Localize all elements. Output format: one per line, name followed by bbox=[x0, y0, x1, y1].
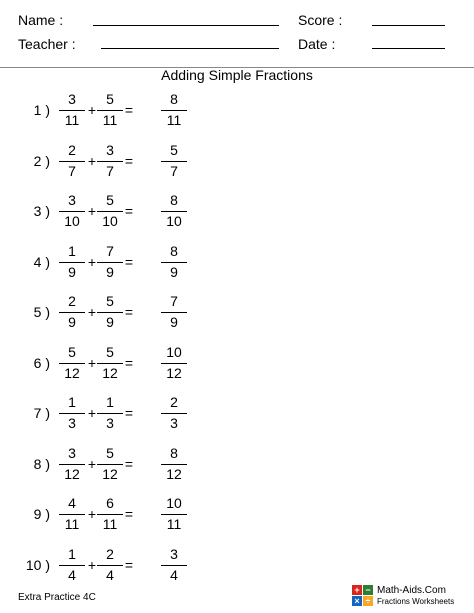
denominator: 7 bbox=[106, 162, 114, 179]
numerator: 5 bbox=[106, 343, 114, 360]
second-fraction bbox=[97, 495, 123, 533]
first-fraction bbox=[59, 495, 85, 533]
second-fraction bbox=[97, 344, 123, 382]
equals-sign: = bbox=[124, 405, 134, 421]
equals-sign: = bbox=[124, 556, 134, 573]
denominator: 11 bbox=[102, 112, 118, 128]
fraction-bar bbox=[161, 565, 187, 566]
problem-number: 5 ) bbox=[33, 304, 50, 320]
plus-sign: + bbox=[87, 152, 97, 169]
first-fraction bbox=[59, 243, 85, 281]
answer-fraction bbox=[161, 293, 187, 331]
fraction-bar bbox=[97, 514, 123, 515]
fraction-bar bbox=[59, 464, 85, 465]
denominator: 11 bbox=[166, 112, 182, 128]
plus-sign: + bbox=[87, 455, 97, 472]
fraction-bar bbox=[161, 312, 187, 313]
denominator: 11 bbox=[64, 112, 80, 128]
problem-row bbox=[0, 243, 474, 283]
score-line[interactable] bbox=[372, 25, 445, 26]
fraction-bar bbox=[97, 312, 123, 313]
fraction-bar bbox=[161, 464, 187, 465]
plus-sign-icon: + bbox=[352, 585, 362, 595]
numerator: 10 bbox=[166, 495, 182, 511]
fraction-bar bbox=[97, 211, 123, 212]
problem-number: 7 ) bbox=[33, 405, 50, 421]
problem-number: 2 ) bbox=[33, 152, 50, 169]
denominator: 12 bbox=[64, 364, 80, 381]
times-sign-icon: × bbox=[352, 596, 362, 606]
denominator: 4 bbox=[170, 566, 178, 583]
second-fraction bbox=[97, 293, 123, 331]
fraction-bar bbox=[161, 413, 187, 414]
denominator: 9 bbox=[68, 314, 76, 330]
score-label: Score : bbox=[298, 12, 343, 28]
denominator: 11 bbox=[102, 516, 118, 532]
equals-sign: = bbox=[124, 253, 134, 270]
denominator: 10 bbox=[102, 213, 118, 229]
plus-sign: + bbox=[87, 556, 97, 573]
equals-sign: = bbox=[124, 304, 134, 320]
numerator: 2 bbox=[68, 141, 76, 158]
fraction-bar bbox=[59, 413, 85, 414]
problem-number: 10 ) bbox=[25, 556, 50, 573]
numerator: 3 bbox=[68, 444, 76, 461]
fraction-bar bbox=[59, 312, 85, 313]
fraction-bar bbox=[97, 110, 123, 111]
denominator: 3 bbox=[68, 415, 76, 431]
denominator: 3 bbox=[170, 415, 178, 431]
second-fraction bbox=[97, 394, 123, 432]
logo-site-name: Math-Aids.Com bbox=[377, 585, 446, 596]
problem-row bbox=[0, 293, 474, 333]
plus-sign: + bbox=[87, 304, 97, 320]
fraction-bar bbox=[59, 110, 85, 111]
first-fraction bbox=[59, 293, 85, 331]
numerator: 5 bbox=[170, 141, 178, 158]
teacher-line[interactable] bbox=[101, 48, 279, 49]
fraction-bar bbox=[59, 514, 85, 515]
denominator: 10 bbox=[64, 213, 80, 229]
denominator: 12 bbox=[166, 465, 182, 482]
numerator: 5 bbox=[106, 444, 114, 461]
first-fraction bbox=[59, 445, 85, 483]
numerator: 5 bbox=[106, 91, 114, 107]
problem-row bbox=[0, 546, 474, 586]
numerator: 3 bbox=[68, 192, 76, 208]
numerator: 2 bbox=[68, 293, 76, 309]
denominator: 7 bbox=[170, 162, 178, 179]
fraction-bar bbox=[97, 363, 123, 364]
answer-fraction bbox=[161, 344, 187, 382]
second-fraction bbox=[97, 243, 123, 281]
second-fraction bbox=[97, 142, 123, 180]
answer-fraction bbox=[161, 495, 187, 533]
answer-fraction bbox=[161, 91, 187, 129]
numerator: 6 bbox=[106, 495, 114, 511]
numerator: 1 bbox=[106, 394, 114, 410]
problem-row bbox=[0, 394, 474, 434]
denominator: 9 bbox=[170, 314, 178, 330]
denominator: 12 bbox=[166, 364, 182, 381]
problem-number: 8 ) bbox=[33, 455, 50, 472]
worksheet-title: Adding Simple Fractions bbox=[161, 67, 313, 83]
first-fraction bbox=[59, 91, 85, 129]
equals-sign: = bbox=[124, 354, 134, 371]
answer-fraction bbox=[161, 445, 187, 483]
denominator: 11 bbox=[166, 516, 182, 532]
problem-number: 6 ) bbox=[33, 354, 50, 371]
problem-row bbox=[0, 344, 474, 384]
fraction-bar bbox=[161, 211, 187, 212]
problem-row bbox=[0, 91, 474, 131]
first-fraction bbox=[59, 394, 85, 432]
fraction-bar bbox=[97, 161, 123, 162]
denominator: 9 bbox=[106, 263, 114, 280]
name-label: Name : bbox=[18, 12, 64, 28]
denominator: 4 bbox=[68, 566, 76, 583]
problem-number: 4 ) bbox=[33, 253, 50, 270]
first-fraction bbox=[59, 546, 85, 584]
fraction-bar bbox=[161, 262, 187, 263]
denominator: 9 bbox=[106, 314, 114, 330]
fraction-bar bbox=[161, 514, 187, 515]
fraction-bar bbox=[59, 565, 85, 566]
fraction-bar bbox=[59, 161, 85, 162]
date-line[interactable] bbox=[372, 48, 445, 49]
date-label: Date : bbox=[298, 36, 336, 52]
second-fraction bbox=[97, 91, 123, 129]
problem-row bbox=[0, 445, 474, 485]
denominator: 12 bbox=[64, 465, 80, 482]
denominator: 12 bbox=[102, 465, 118, 482]
equals-sign: = bbox=[124, 152, 134, 169]
problem-row bbox=[0, 495, 474, 535]
second-fraction bbox=[97, 445, 123, 483]
denominator: 7 bbox=[68, 162, 76, 179]
second-fraction bbox=[97, 546, 123, 584]
plus-sign: + bbox=[87, 253, 97, 270]
denominator: 9 bbox=[68, 263, 76, 280]
numerator: 5 bbox=[106, 192, 114, 208]
denominator: 11 bbox=[64, 516, 80, 532]
numerator: 5 bbox=[106, 293, 114, 309]
answer-fraction bbox=[161, 546, 187, 584]
numerator: 1 bbox=[68, 394, 76, 410]
answer-fraction bbox=[161, 394, 187, 432]
denominator: 9 bbox=[170, 263, 178, 280]
numerator: 5 bbox=[68, 343, 76, 360]
denominator: 12 bbox=[102, 364, 118, 381]
first-fraction bbox=[59, 192, 85, 230]
numerator: 7 bbox=[106, 242, 114, 259]
numerator: 2 bbox=[106, 545, 114, 562]
problem-row bbox=[0, 142, 474, 182]
numerator: 3 bbox=[68, 91, 76, 107]
first-fraction bbox=[59, 344, 85, 382]
problem-number: 9 ) bbox=[33, 506, 50, 522]
numerator: 8 bbox=[170, 242, 178, 259]
equals-sign: = bbox=[124, 102, 134, 118]
equals-sign: = bbox=[124, 203, 134, 219]
math-aids-logo bbox=[352, 585, 464, 609]
fraction-bar bbox=[161, 110, 187, 111]
fraction-bar bbox=[59, 211, 85, 212]
minus-sign-icon: − bbox=[363, 585, 373, 595]
plus-sign: + bbox=[87, 203, 97, 219]
fraction-bar bbox=[97, 565, 123, 566]
logo-subtitle: Fractions Worksheets bbox=[377, 597, 455, 606]
plus-sign: + bbox=[87, 506, 97, 522]
problem-row bbox=[0, 192, 474, 232]
answer-fraction bbox=[161, 192, 187, 230]
problem-number: 1 ) bbox=[33, 102, 50, 118]
numerator: 3 bbox=[106, 141, 114, 158]
numerator: 2 bbox=[170, 394, 178, 410]
footer-text: Extra Practice 4C bbox=[18, 592, 96, 603]
problem-number: 3 ) bbox=[33, 203, 50, 219]
name-line[interactable] bbox=[93, 25, 279, 26]
fraction-bar bbox=[97, 464, 123, 465]
second-fraction bbox=[97, 192, 123, 230]
fraction-bar bbox=[161, 363, 187, 364]
numerator: 3 bbox=[170, 545, 178, 562]
denominator: 3 bbox=[106, 415, 114, 431]
numerator: 7 bbox=[170, 293, 178, 309]
answer-fraction bbox=[161, 243, 187, 281]
numerator: 4 bbox=[68, 495, 76, 511]
equals-sign: = bbox=[124, 455, 134, 472]
fraction-bar bbox=[97, 413, 123, 414]
denominator: 4 bbox=[106, 566, 114, 583]
fraction-bar bbox=[59, 262, 85, 263]
numerator: 8 bbox=[170, 444, 178, 461]
fraction-bar bbox=[97, 262, 123, 263]
numerator: 8 bbox=[170, 91, 178, 107]
numerator: 1 bbox=[68, 545, 76, 562]
denominator: 10 bbox=[166, 213, 182, 229]
numerator: 8 bbox=[170, 192, 178, 208]
math-operations-icon bbox=[352, 585, 374, 607]
answer-fraction bbox=[161, 142, 187, 180]
plus-sign: + bbox=[87, 354, 97, 371]
divide-sign-icon: ÷ bbox=[363, 596, 373, 606]
fraction-bar bbox=[161, 161, 187, 162]
teacher-label: Teacher : bbox=[18, 36, 76, 52]
plus-sign: + bbox=[87, 102, 97, 118]
fraction-bar bbox=[59, 363, 85, 364]
first-fraction bbox=[59, 142, 85, 180]
plus-sign: + bbox=[87, 405, 97, 421]
numerator: 10 bbox=[166, 343, 182, 360]
equals-sign: = bbox=[124, 506, 134, 522]
numerator: 1 bbox=[68, 242, 76, 259]
